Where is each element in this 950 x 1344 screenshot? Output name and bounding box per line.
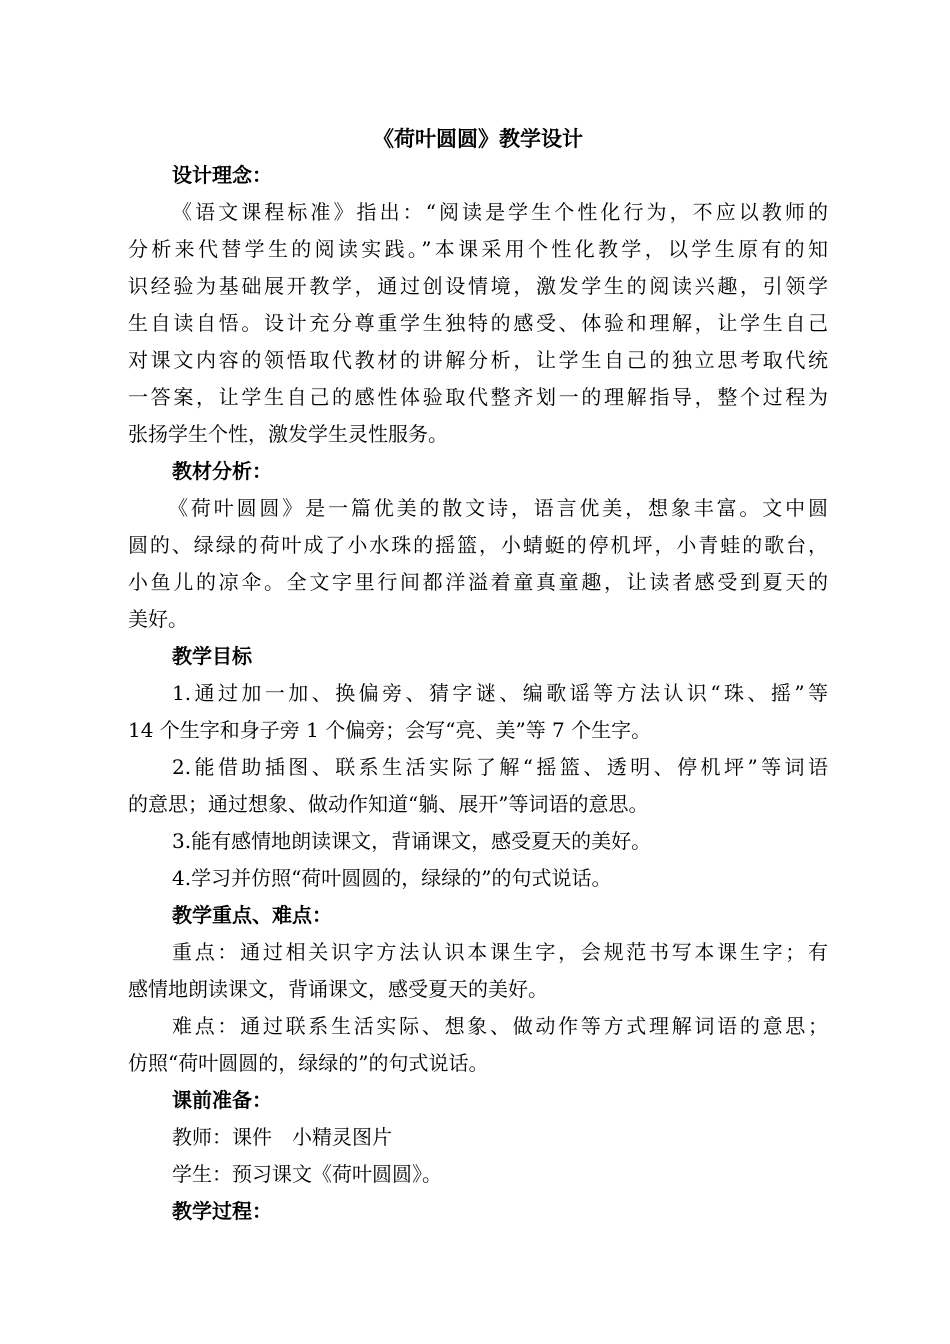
objective-item-4 [128,860,828,897]
paragraph-line: 对课文内容的领悟取代教材的讲解分析，让学生自己的独立思考取代统 [128,348,828,372]
paragraph-line: 重点：通过相关识字方法认识本课生字，会规范书写本课生字；有 [172,940,828,964]
focus-paragraph [128,934,828,1008]
paragraph-line: 的意思；通过想象、做动作知道“躺、展开”等词语的意思。 [128,792,649,816]
paragraph-line: 3.能有感情地朗读课文，背诵课文，感受夏天的美好。 [172,829,652,853]
section-heading-process: 教学过程： [172,1199,272,1223]
section-heading-text-analysis: 教材分析： [172,459,272,483]
paragraph-line: 1.通过加一加、换偏旁、猜字谜、编歌谣等方法认识“珠、摇”等 [172,681,828,705]
paragraph-line: 仿照“荷叶圆圆的，绿绿的”的句式说话。 [128,1051,489,1075]
paragraph-line: 美好。 [128,607,188,631]
paragraph-line: 一答案，让学生自己的感性体验取代整齐划一的理解指导，整个过程为 [128,385,828,409]
document-body [128,120,828,1230]
paragraph-line: 张扬学生个性，激发学生灵性服务。 [128,422,448,446]
design-concept-paragraph [128,194,828,453]
paragraph-line: 14 个生字和身子旁 1 个偏旁；会写“亮、美”等 7 个生字。 [128,718,652,742]
section-heading-key-points: 教学重点、难点： [172,903,332,927]
paragraph-line: 2.能借助插图、联系生活实际了解“摇篮、透明、停机坪”等词语 [172,755,828,779]
text-analysis-paragraph [128,490,828,638]
paragraph-line: 《语文课程标准》指出：“阅读是学生个性化行为，不应以教师的 [172,200,828,224]
objective-item-1 [128,675,828,749]
preparation-list [128,1119,828,1193]
difficulty-paragraph [128,1008,828,1082]
paragraph-line: 圆的、绿绿的荷叶成了小水珠的摇篮，小蜻蜓的停机坪，小青蛙的歌台， [128,533,828,557]
paragraph-line: 《荷叶圆圆》是一篇优美的散文诗，语言优美，想象丰富。文中圆 [168,496,828,520]
paragraph-line: 难点：通过联系生活实际、想象、做动作等方式理解词语的意思； [172,1014,828,1038]
objective-item-2 [128,749,828,823]
paragraph-line: 生自读自悟。设计充分尊重学生独特的感受、体验和理解，让学生自己 [128,311,828,335]
objective-item-3 [128,823,828,860]
section-heading-preparation: 课前准备： [172,1088,272,1112]
paragraph-line: 小鱼儿的凉伞。全文字里行间都洋溢着童真童趣，让读者感受到夏天的 [128,570,828,594]
paragraph-line: 识经验为基础展开教学，通过创设情境，激发学生的阅读兴趣，引领学 [128,274,828,298]
preparation-teacher: 教师：课件 小精灵图片 [172,1125,392,1149]
section-heading-objectives: 教学目标 [172,644,252,668]
document-title: 《荷叶圆圆》教学设计 [373,126,583,151]
paragraph-line: 分析来代替学生的阅读实践。”本课采用个性化教学，以学生原有的知 [128,237,828,261]
paragraph-line: 4.学习并仿照“荷叶圆圆的，绿绿的”的句式说话。 [172,866,612,890]
preparation-student: 学生：预习课文《荷叶圆圆》。 [172,1162,442,1186]
section-heading-design-concept: 设计理念： [172,163,272,187]
paragraph-line: 感情地朗读课文，背诵课文，感受夏天的美好。 [128,977,548,1001]
